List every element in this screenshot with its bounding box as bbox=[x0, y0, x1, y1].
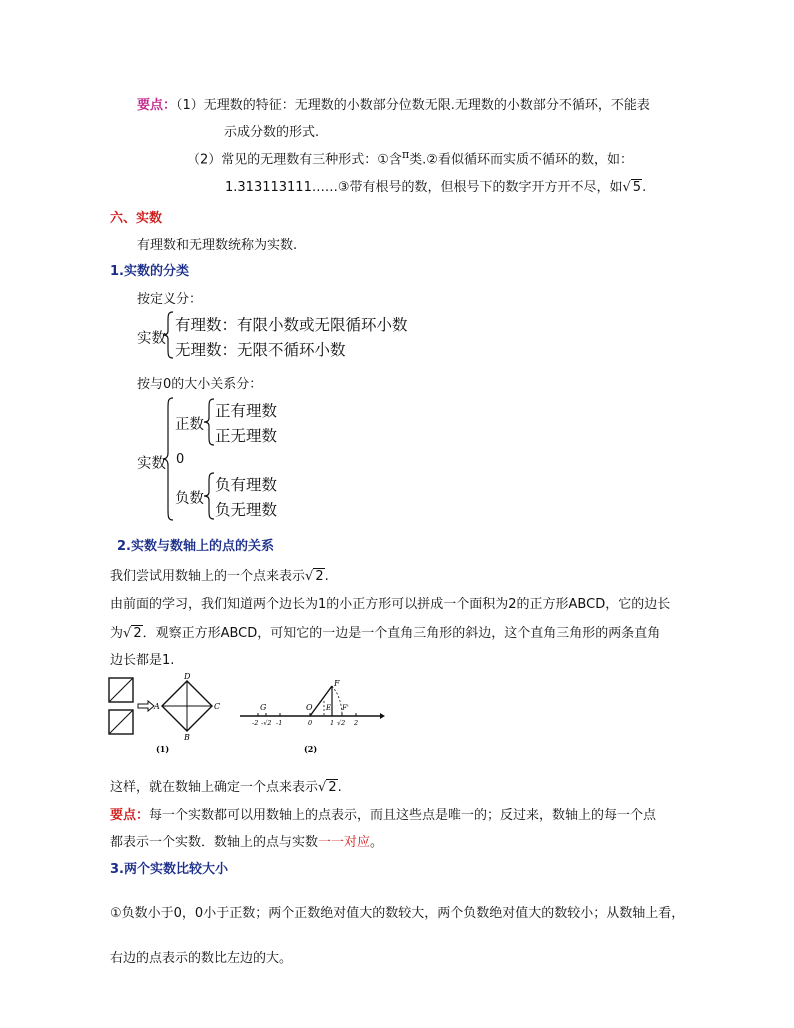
caption-1: (1) bbox=[156, 744, 170, 754]
keypoint-2-line-2: 都表示一个实数．数轴上的点与实数一一对应。 bbox=[110, 835, 384, 850]
negative-irrational: 负无理数 bbox=[215, 501, 278, 519]
negative-rational: 负有理数 bbox=[215, 476, 278, 494]
arrow bbox=[138, 701, 154, 711]
sqrt5-expression: √ 5 bbox=[622, 180, 642, 195]
label-o: O bbox=[306, 703, 313, 712]
keypoint-item1-a: （1）无理数的特征：无理数的小数部分位数无限.无理数的小数部分不循环，不能表 bbox=[176, 98, 650, 113]
compare-para-1: ①负数小于0，0小于正数；两个正数绝对值大的数较大，两个负数绝对值大的数较小；从数轴上看， bbox=[110, 906, 685, 921]
brace-positive bbox=[203, 398, 215, 449]
positive-irrational: 正无理数 bbox=[215, 427, 278, 445]
para-4: 边长都是1. bbox=[110, 653, 175, 668]
label-d: D bbox=[184, 672, 191, 681]
negative-label: 负数 bbox=[175, 491, 204, 507]
keypoint-label: 要点： bbox=[137, 98, 177, 113]
label-g: G bbox=[260, 703, 267, 712]
label-e: E bbox=[326, 704, 332, 712]
tick-label: 1 bbox=[330, 719, 335, 727]
by-sign-label: 按与0的大小关系分： bbox=[137, 377, 263, 392]
brace-1 bbox=[162, 311, 174, 362]
big-brace bbox=[162, 397, 174, 524]
subsection-2-title: 2.实数与数轴上的点的关系 bbox=[117, 539, 274, 554]
real-label-1: 实数 bbox=[137, 331, 166, 347]
irrational-definition: 无理数：无限不循环小数 bbox=[175, 341, 346, 359]
rational-definition: 有理数：有限小数或无限循环小数 bbox=[175, 316, 408, 334]
figure-number-line bbox=[238, 672, 386, 754]
caption-2: (2) bbox=[304, 744, 318, 754]
keypoint-2-line-1: 要点：每一个实数都可以用数轴上的点表示，而且这些点是唯一的；反过来，数轴上的每一个点 bbox=[110, 808, 657, 823]
tick-label: -1 bbox=[276, 719, 283, 727]
keypoint-item2-b: 类.②看似循环而实质不循环的数，如： bbox=[409, 152, 633, 168]
keypoint-line-3: 1.313113111……③带有根号的数，但根号下的数字开方开不尽，如√ 5. bbox=[225, 180, 647, 195]
tick-label: 0 bbox=[308, 719, 313, 727]
tick-label: 2 bbox=[354, 719, 359, 727]
compare-para-2: 右边的点表示的数比左边的大。 bbox=[110, 951, 293, 966]
section-6-title: 六、实数 bbox=[110, 211, 163, 226]
para-1: 我们尝试用数轴上的一个点来表示√ 2. bbox=[110, 569, 329, 584]
sqrt2-expression: √ 2 bbox=[305, 569, 324, 584]
label-f-prime: F' bbox=[342, 704, 349, 712]
sqrt2-expression: √ 2 bbox=[318, 780, 337, 795]
pi-symbol: π bbox=[401, 148, 410, 161]
para-2: 由前面的学习，我们知道两个边长为1的小正方形可以拼成一个面积为2的正方形ABCD，它的边长 bbox=[110, 597, 671, 612]
tick-label: -√2 bbox=[261, 719, 272, 727]
tick-label: √2 bbox=[337, 719, 346, 727]
figure-squares-to-diamond bbox=[108, 672, 238, 754]
one-to-one-correspondence: 一一对应 bbox=[318, 835, 371, 850]
brace-negative bbox=[203, 472, 215, 523]
axis-arrow bbox=[380, 713, 385, 719]
subsection-1-title: 1.实数的分类 bbox=[110, 264, 189, 279]
tick-label: -2 bbox=[252, 719, 259, 727]
zero-label: 0 bbox=[176, 452, 185, 467]
real-label-2: 实数 bbox=[137, 456, 166, 472]
label-b: B bbox=[184, 733, 190, 742]
subsection-3-title: 3.两个实数比较大小 bbox=[110, 862, 228, 877]
positive-rational: 正有理数 bbox=[215, 402, 278, 420]
label-a: A bbox=[154, 702, 160, 711]
keypoint-item2-c: 1.313113111……③带有根号的数，但根号下的数字开方开不尽，如 bbox=[225, 180, 623, 195]
sqrt2-expression: √ 2 bbox=[123, 626, 142, 641]
keypoint-2-label: 要点： bbox=[110, 808, 150, 823]
positive-label: 正数 bbox=[175, 417, 204, 433]
keypoint-line-2 bbox=[187, 148, 633, 167]
keypoint-line-1 bbox=[137, 94, 650, 113]
para-5: 这样，就在数轴上确定一个点来表示√ 2. bbox=[110, 780, 342, 795]
by-definition-label: 按定义分： bbox=[137, 292, 203, 307]
keypoint-item1-b: 示成分数的形式. bbox=[224, 125, 320, 140]
arc bbox=[332, 686, 342, 716]
label-f: F bbox=[334, 679, 340, 688]
para-3: 为√ 2．观察正方形ABCD，可知它的一边是一个直角三角形的斜边，这个直角三角形的两条直角 bbox=[110, 626, 661, 641]
real-number-definition: 有理数和无理数统称为实数. bbox=[137, 238, 298, 253]
keypoint-item2-a: （2）常见的无理数有三种形式：①含 bbox=[187, 152, 402, 168]
label-c: C bbox=[214, 702, 221, 711]
